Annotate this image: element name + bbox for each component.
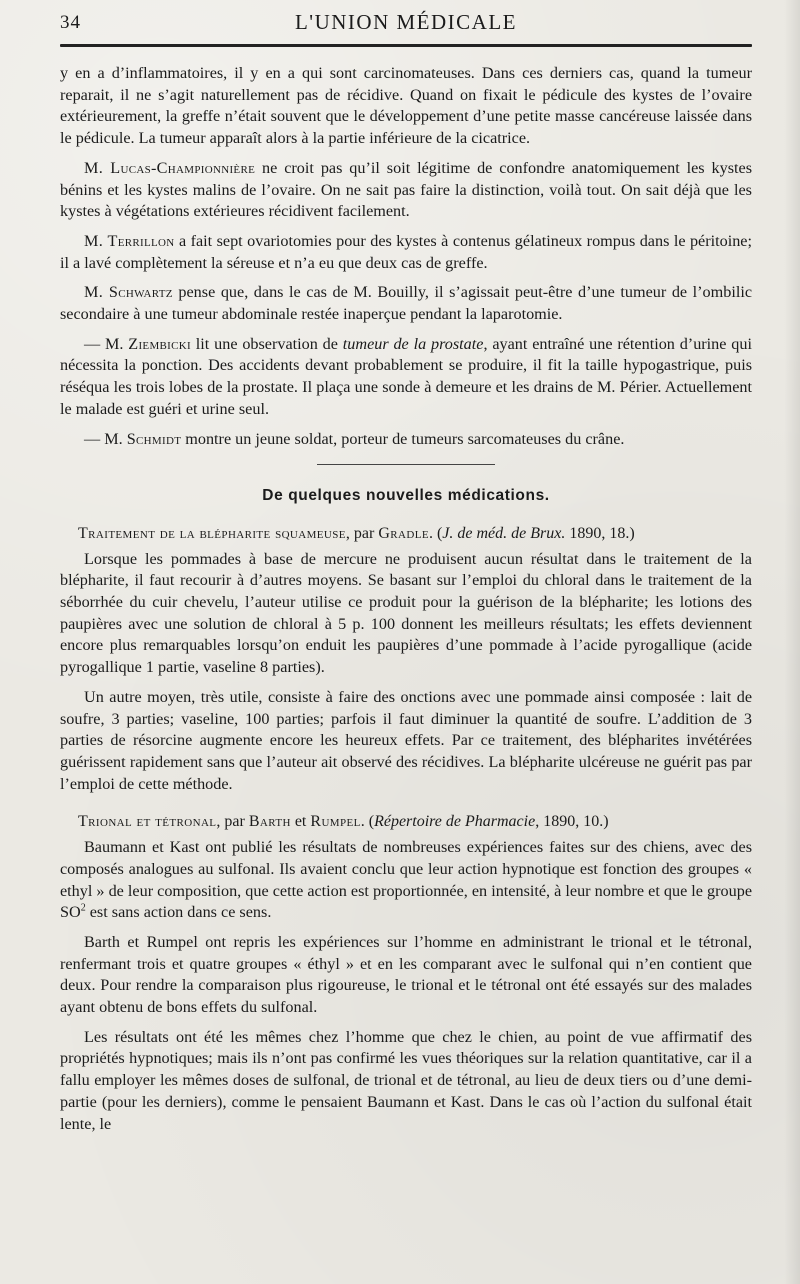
speaker-prefix: — M. [84,334,129,353]
italic-title: tumeur de la prostate [342,334,484,353]
paragraph-text: montre un jeune soldat, porteur de tumeurs sarcomateuses du crâne. [181,429,625,448]
section-divider [317,464,495,465]
speaker-prefix: — M. [84,429,127,448]
superscript: 2 [80,902,86,914]
paragraph-text: ne croit pas qu’il soit légitime de confondre anatomiquement les kystes bénins et les kystes malins de l’ovaire. On ne sait pas faire la distinction, voilà tout. On sait déjà que les kystes à végétations extérieures récidivent facilement. [60,158,752,221]
paragraph-trional-2: Barth et Rumpel ont repris les expériences sur l’homme en administrant le trional et le tétronal, renfermant trois et quatre groupes « éthyl » et en les comparant avec le sulfonal qui n’en contient que deux. Pour rendre la comparaison plus rigoureuse, le trional et le tétronal ont été essayés sur des malades ayant obtenu de bons effets du sulfonal. [60,932,752,1017]
entry-title: Traitement de la blépharite squameuse [78,524,346,542]
entry-heading-trional [60,811,752,833]
entry-author: Gradle [378,524,429,542]
journal-title: L'UNION MÉDICALE [294,10,517,34]
paragraph-trional-1 [60,837,752,924]
running-head [60,8,752,38]
paragraph-terrillon [60,231,752,274]
paragraph-schmidt [60,429,752,451]
speaker-name: M. Terrillon [84,231,175,250]
entry-by: , par [216,813,249,831]
paragraph-text: lit une observation de [190,334,343,353]
entry-heading-blepharite [60,523,752,545]
paragraph-inflammatory-tumors: y en a d’inflammatoires, il y en a qui sont carcinomateuses. Dans ces derniers cas, quand la tumeur reparait, il ne s’agit naturellement pas de récidive. Quand on fixait le pédicule des kystes de l’ovaire extérieurement, la greffe n’était souvent que le développement d’une petite masse cancéreuse laissée dans le pédicule. La tumeur apparaît alors à la partie inférieure de la cicatrice. [60,64,752,148]
paragraph-lucas-championniere [60,158,752,223]
entry-and: et [290,813,311,831]
speaker-name: M. Lucas-Championnière [84,158,256,177]
entry-ref-suffix: 1890, 18.) [565,524,635,542]
entry-ref-journal: Répertoire de Pharmacie [374,813,536,831]
speaker-name: Schmidt [126,429,182,448]
entry-ref-journal: J. de méd. de Brux. [442,524,566,542]
header-rule [60,44,752,47]
entry-by: , par [345,524,379,542]
paragraph-text: est sans action dans ce sens. [85,903,272,922]
page-edge-shadow [784,0,800,1284]
entry-author: Rumpel [310,813,361,831]
paragraph-schwartz [60,282,752,325]
speaker-name: Ziembicki [128,334,191,353]
paragraph-blepharite-2: Un autre moyen, très utile, consiste à faire des onctions avec une pommade ainsi composée : lait de soufre, 3 parties; vaseline, 100 parties; parfois il faut diminuer la quantité de soufre. L’addition de 3 parties de résorcine augmente encore les heureux effets. Par ce traitement, des blépharites invétérées guérissent rapidement sans que l’auteur ait observé des récidives. La blépharite ulcéreuse ne guérit pas par l’emploi de cette méthode. [60,687,752,793]
page-number: 34 [60,12,81,33]
entry-ref-suffix: , 1890, 10.) [535,813,609,831]
paragraph-trional-3: Les résultats ont été les mêmes chez l’homme que chez le chien, au point de vue affirmatif des propriétés hypnotiques; mais ils n’ont pas confirmé les vues théoriques sur la relation quantitative, car il a fallu employer les mêmes doses de sulfonal, de trional et de tétronal, au lieu de deux tiers ou d’une demi-partie (pour les derniers), comme le pensaient Baumann et Kast. Dans le cas où l’action du sulfonal était lente, le [60,1027,752,1133]
paragraph-text: , ayant entraîné une rétention d’urine qui nécessita la ponction. Des accidents devant probablement se produire, il fit la taille hypogastrique, puis réséqua les trois lobes de la prostate. Il plaça une sonde à demeure et les drains de M. Périer. Actuellement le malade est guéri et urine seul. [60,334,752,418]
speaker-name: M. Schwartz [84,283,173,302]
entry-ref-prefix: . ( [360,813,375,831]
paragraph-blepharite-1: Lorsque les pommades à base de mercure ne produisent aucun résultat dans le traitement de la blépharite, il faut recourir à d’autres moyens. Se basant sur l’emploi du chloral dans le traitement de la séborrhée du cuir chevelu, l’auteur utilise ce produit pour la guérison de la blépharite; les lotions des paupières avec une solution de chloral à 5 p. 100 donnent les meilleurs résultats; les effets deviennent encore plus remarquables lorsqu’on enduit les paupières d’une pommade à l’acide pyrogallique (acide pyrogallique 1 partie, vaseline 8 parties). [60,549,752,677]
paragraph-text: pense que, dans le cas de M. Bouilly, il s’agissait peut-être d’une tumeur de l’ombilic secondaire à une tumeur abdominale restée inaperçue pendant la laparotomie. [60,283,753,324]
entry-title: Trional et tétronal [78,813,217,831]
paragraph-text: a fait sept ovariotomies pour des kystes à contenus gélatineux rompus dans le péritoine; il a lavé complètement la séreuse et n’a eu que deux cas de greffe. [60,231,752,272]
article-text [60,63,752,1135]
entry-ref-prefix: . ( [428,524,443,542]
entry-author: Barth [248,813,291,831]
section-title: De quelques nouvelles médications. [262,487,550,505]
paragraph-ziembicki [60,334,752,421]
paragraph-text: Baumann et Kast ont publié les résultats de nombreuses expériences faites sur des chiens, avec des composés analogues au sulfonal. Ils avaient conclu que leur action hypnotique est fonction des groupes « ethyl » de leur composition, que cette action est proportionnée, en intensité, à leur nombre et que le groupe SO [60,838,752,922]
